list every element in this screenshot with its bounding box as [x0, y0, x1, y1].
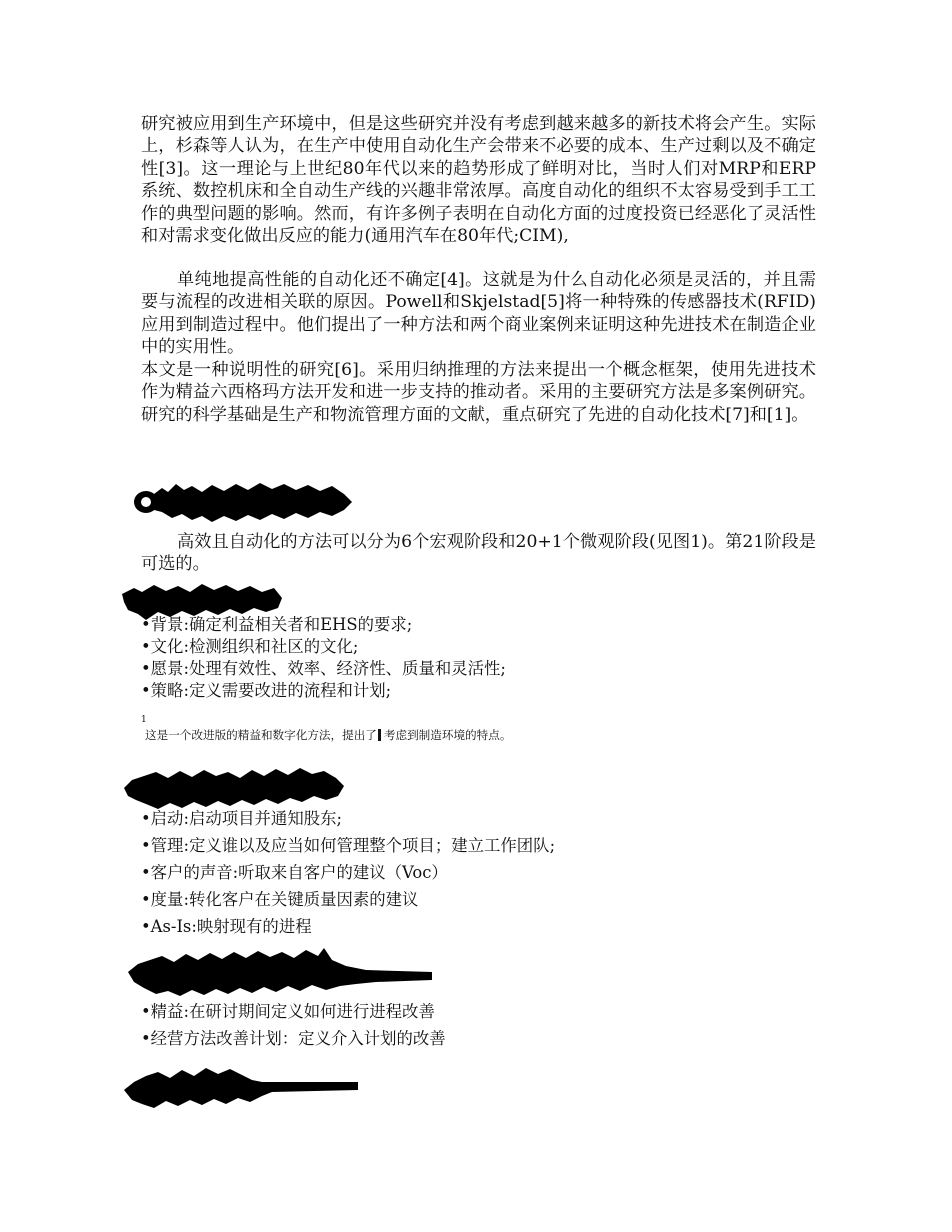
- footnote-marker: 1: [141, 715, 147, 725]
- list-item: •文化:检测组织和社区的文化;: [141, 637, 359, 656]
- footnote-text-before: 这是一个改进版的精益和数字化方法，提出了: [145, 728, 377, 742]
- paragraph-method: 本文是一种说明性的研究[6]。采用归纳推理的方法来提出一个概念框架，使用先进技术作为精益六西格玛方法开发和进一步支持的推动者。采用的主要研究方法是多案例研究。研究的科学基础是生产和物流管理方面的文献，重点研究了先进的自动化技术[7]和[1]。: [141, 360, 816, 425]
- list-item: •愿景:处理有效性、效率、经济性、质量和灵活性;: [141, 659, 506, 678]
- list-prerequisites: [141, 614, 506, 702]
- redacted-heading-4: [126, 948, 436, 1000]
- list-lean-phase: [141, 998, 446, 1052]
- list-item: •背景:确定利益相关者和EHS的要求;: [141, 615, 413, 634]
- list-item: •经营方法改善计划：定义介入计划的改善: [141, 1029, 446, 1048]
- list-item: •As-Is:映射现有的进程: [141, 917, 312, 936]
- text-cursor-mark: [378, 729, 381, 741]
- paragraph-phases: 高效且自动化的方法可以分为6个宏观阶段和20+1个微观阶段(见图1)。第21阶段是可选的。: [141, 532, 816, 575]
- footnote-text-after: 考虑到制造环境的特点。: [383, 728, 512, 742]
- redacted-heading-5: [122, 1064, 362, 1116]
- list-item: •管理:定义谁以及应当如何管理整个项目；建立工作团队;: [141, 836, 556, 855]
- footnote-text: [145, 727, 511, 743]
- list-item: •度量:转化客户在关键质量因素的建议: [141, 890, 419, 909]
- paragraph-automation: 单纯地提高性能的自动化还不确定[4]。这就是为什么自动化必须是灵活的，并且需要与流程的改进相关联的原因。Powell和Skjelstad[5]将一种特殊的传感器技术(RFID)应用到制造过程中。他们提出了一种方法和两个商业案例来证明这种先进技术在制造企业中的实用性。: [141, 270, 816, 358]
- list-item: •客户的声音:听取来自客户的建议（Voc）: [141, 863, 448, 882]
- redacted-heading-1: [132, 480, 357, 524]
- list-define-phase: [141, 805, 555, 940]
- list-item: •精益:在研讨期间定义如何进行进程改善: [141, 1002, 435, 1021]
- list-item: •策略:定义需要改进的流程和计划;: [141, 681, 392, 700]
- paragraph-intro: 研究被应用到生产环境中，但是这些研究并没有考虑到越来越多的新技术将会产生。实际上，杉森等人认为，在生产中使用自动化生产会带来不必要的成本、生产过剩以及不确定性[3]。这一理论与上世纪80年代以来的趋势形成了鲜明对比，当时人们对MRP和ERP系统、数控机床和全自动生产线的兴趣非常浓厚。高度自动化的组织不太容易受到手工工作的典型问题的影响。然而，有许多例子表明在自动化方面的过度投资已经恶化了灵活性和对需求变化做出反应的能力(通用汽车在80年代;CIM),: [141, 114, 816, 247]
- list-item: •启动:启动项目并通知股东;: [141, 809, 343, 828]
